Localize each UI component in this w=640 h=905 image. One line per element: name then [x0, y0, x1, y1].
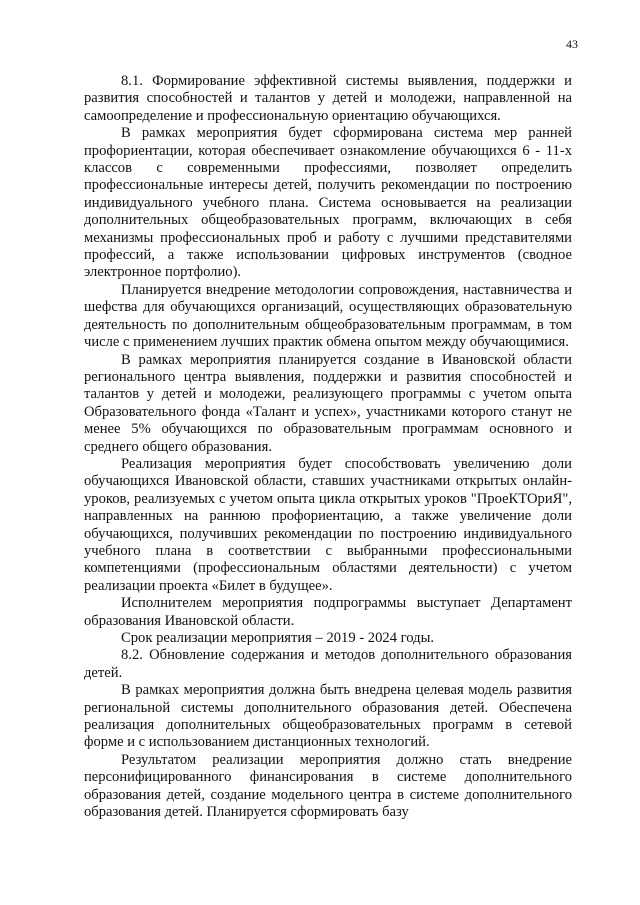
paragraph-mentoring-methodology: Планируется внедрение методологии сопровождения, наставничества и шефства для обучающихся организаций, осуществляющих образовательную деятельность по дополнительным общеобразовательным программам, в том числе с применением лучших практик обмена опытом между обучающимися. [84, 281, 572, 351]
paragraph-regional-talent-center: В рамках мероприятия планируется создание в Ивановской области регионального центра выявления, поддержки и развития способностей и талантов у детей и молодежи, реализующего программы с учетом опыта Образовательного фонда «Талант и успех», участниками которого станут не менее 5% обучающихся по образовательным программам основного и среднего общего образования. [84, 351, 572, 455]
paragraph-open-lessons: Реализация мероприятия будет способствовать увеличению доли обучающихся Ивановской области, ставших участниками открытых онлайн-уроков, реализуемых с учетом опыта цикла открытых уроков "ПроеКТОриЯ", направленных на раннюю профориентацию, а также увеличение доли обучающихся, получивших рекомендации по построению индивидуального учебного плана в соответствии с выбранными профессиональными компетенциями (профессиональным областями деятельности) с учетом реализации проекта «Билет в будущее». [84, 455, 572, 594]
section-8-1-heading: 8.1. Формирование эффективной системы выявления, поддержки и развития способностей и талантов у детей и молодежи, направленной на самоопределение и профессиональную ориентацию обучающихся. [84, 73, 572, 124]
page-number: 43 [566, 37, 578, 51]
section-8-2-heading: 8.2. Обновление содержания и методов дополнительного образования детей. [84, 647, 572, 681]
document-body [84, 73, 572, 821]
paragraph-personalized-financing: Результатом реализации мероприятия должно стать внедрение персонифицированного финансирования в системе дополнительного образования детей, создание модельного центра в системе дополнительного образования детей. Планируется сформировать базу [84, 751, 572, 821]
paragraph-executor: Исполнителем мероприятия подпрограммы выступает Департамент образования Ивановской области. [84, 595, 572, 629]
paragraph-target-model: В рамках мероприятия должна быть внедрена целевая модель развития региональной системы дополнительного образования детей. Обеспечена реализация дополнительных общеобразовательных программ в сетевой форме и с использованием дистанционных технологий. [84, 682, 572, 751]
paragraph-early-career-guidance: В рамках мероприятия будет сформирована система мер ранней профориентации, которая обеспечивает ознакомление обучающихся 6 - 11-х классов с современными профессиями, позволяет определить профессиональные интересы детей, получить рекомендации по построению индивидуального учебного плана. Система основывается на реализации дополнительных общеобразовательных программ, включающих в себя механизмы профессиональных проб и работу с лучшими представителями профессий, а также использовании цифровых инструментов (сводное электронное портфолио). [84, 125, 572, 281]
paragraph-implementation-period: Срок реализации мероприятия – 2019 - 2024 годы. [121, 630, 435, 646]
